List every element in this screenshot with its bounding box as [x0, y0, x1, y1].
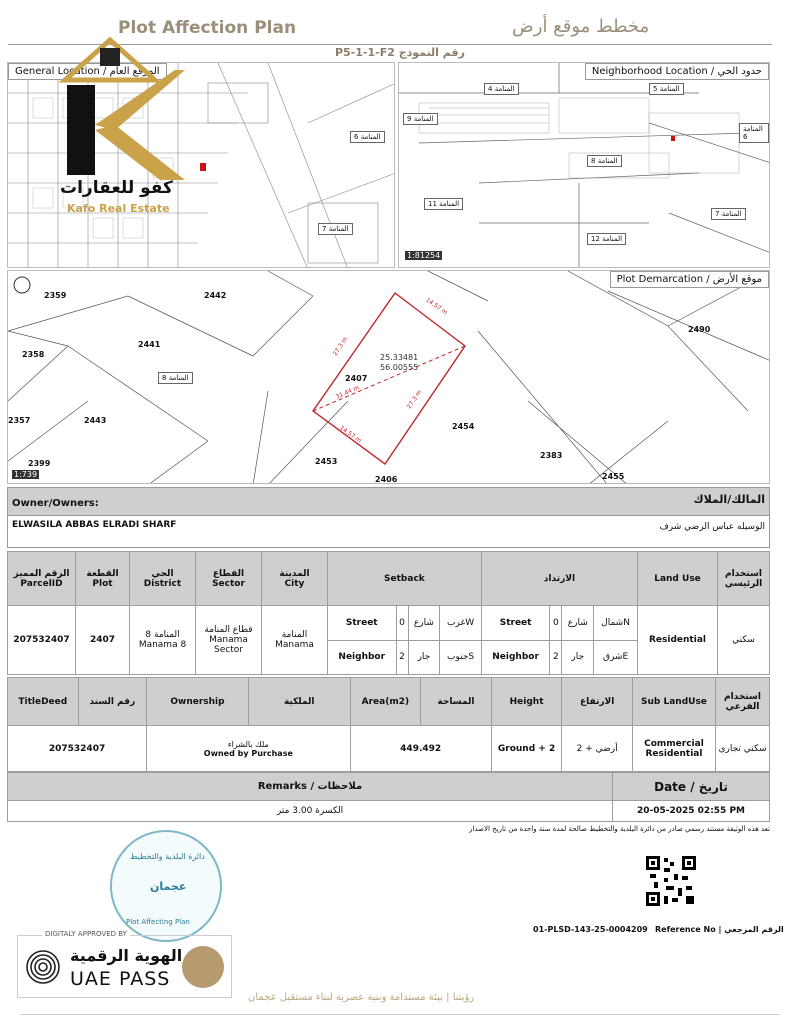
- parcel-boundaries: [8, 271, 770, 484]
- setback-cell: جنوبS: [440, 640, 482, 675]
- ownership-header-ar: الملكية: [248, 678, 350, 726]
- dimension-label: 14.57 m: [424, 296, 449, 317]
- setback-cell: Neighbor: [328, 640, 397, 675]
- height-value: Ground + 2: [491, 726, 562, 772]
- footer-divider: [20, 1014, 780, 1015]
- setback-cell: شارع: [562, 606, 594, 641]
- plot-demarcation-label: Plot Demarcation / موقع الأرض: [610, 271, 769, 288]
- parcel-info-table: [7, 551, 770, 675]
- district-boundaries: [399, 63, 770, 268]
- header-ar: الحي: [151, 568, 174, 579]
- uae-pass-en: UAE PASS: [70, 968, 171, 990]
- owner-name-en: ELWASILA ABBAS ELRADI SHARF: [12, 520, 177, 530]
- owner-label-ar: المالك/الملاك: [693, 493, 765, 506]
- uae-pass-badge: [17, 930, 232, 998]
- logo-k-icon: [55, 30, 190, 180]
- plot-longitude: 56.00555: [380, 363, 419, 372]
- official-stamp: [110, 830, 222, 942]
- header-en: District: [143, 578, 182, 589]
- value-ar: المنامة 8: [145, 630, 180, 640]
- setback-cell: شرقE: [594, 640, 638, 675]
- parcel-number: 2442: [204, 291, 227, 300]
- kafo-logo: [55, 30, 190, 215]
- titledeed-header-ar: رقم السند: [78, 678, 147, 726]
- validity-note: تعد هذه الوثيقة مستند رسمي صادر من دائرة البلدية والتخطيط صالحة لمدة سنة واحدة من تاريخ الاصدار: [469, 825, 770, 833]
- uae-pass-ar: الهوية الرقمية: [70, 946, 183, 965]
- zone-label: المنامة 6: [350, 131, 385, 143]
- parcel-number: 2453: [315, 457, 338, 466]
- city-header: [262, 552, 328, 606]
- form-number: P5-1-1-F2 رقم النموذج: [335, 46, 465, 59]
- landuse-header: Land Use: [638, 552, 718, 606]
- header-ar: المدينة: [279, 568, 310, 579]
- scale-label: 1:739: [14, 470, 38, 479]
- plot-header: [76, 552, 130, 606]
- parcel-number: 2441: [138, 340, 161, 349]
- vision-footer: رؤيتنا | بيئة مستدامة وبنية عصرية لبناء مستقبل عجمان: [248, 992, 475, 1003]
- logo-name-ar: كفو للعقارات: [60, 178, 173, 198]
- value-en: Manama: [275, 640, 314, 650]
- remarks-value: الكسرة 3.00 متر: [8, 801, 613, 822]
- height-header: Height: [491, 678, 562, 726]
- logo-name-en: Kafo Real Estate: [67, 202, 170, 215]
- ownership-table: [7, 677, 770, 772]
- parcel-number: 2455: [602, 472, 625, 481]
- plot-marker: [671, 136, 675, 141]
- setback-cell: شمالN: [594, 606, 638, 641]
- date-header: Date / تاريخ: [613, 773, 770, 801]
- zone-label: المنامة 12: [587, 233, 626, 245]
- digitally-approved-label: DIGITALY APPROVED BY: [42, 930, 130, 938]
- sub-landuse-header: Sub LandUse: [632, 678, 715, 726]
- title-ar: مخطط موقع أرض: [512, 16, 650, 37]
- plot-value: 2407: [76, 606, 130, 675]
- value-ar: قطاع المنامة: [204, 625, 253, 635]
- zone-label: المنامة 6: [739, 123, 769, 143]
- zone-label: المنامة 4: [484, 83, 519, 95]
- parcel-number: 2490: [688, 325, 711, 334]
- titledeed-header: TitleDeed: [8, 678, 79, 726]
- district-value: [130, 606, 196, 675]
- sector-header: [196, 552, 262, 606]
- landuse-value-ar: سكني: [718, 606, 770, 675]
- stamp-top-text: دائرة البلدية والتخطيط: [130, 852, 205, 861]
- sub-landuse-header-ar: استخدام الفرعي: [716, 678, 770, 726]
- landuse-value: Residential: [638, 606, 718, 675]
- zone-label: المنامة 8: [587, 155, 622, 167]
- owner-name-ar: الوسيله عباس الرضي شرف: [659, 522, 765, 532]
- remarks-table: [7, 772, 770, 822]
- header-ar: القطعة: [86, 568, 119, 579]
- parcel-number: 2383: [540, 451, 563, 460]
- parcel-number: 2399: [28, 459, 51, 468]
- district-header: [130, 552, 196, 606]
- reference-number: 01-PLSD-143-25-0004209: [533, 925, 648, 934]
- ownership-value: [147, 726, 350, 772]
- parcel-number: 2357: [8, 416, 31, 425]
- value-en: Manama 8: [138, 640, 187, 650]
- ownership-header: Ownership: [147, 678, 249, 726]
- setback-cell: شارع: [408, 606, 440, 641]
- setback-cell: Street: [481, 606, 550, 641]
- height-header-ar: الارتفاع: [562, 678, 633, 726]
- neighborhood-map-svg: [399, 63, 770, 268]
- city-value: [262, 606, 328, 675]
- plot-latitude: 25.33481: [380, 353, 419, 362]
- setback-cell: 2: [550, 640, 562, 675]
- scale-label: 1:81254: [407, 251, 441, 260]
- zone-label: المنامة 5: [649, 83, 684, 95]
- owner-label-en: Owner/Owners:: [12, 498, 99, 509]
- plot-demarcation-map: [7, 270, 770, 484]
- zone-label: المنامة 7: [711, 208, 746, 220]
- header-en: Plot: [92, 578, 113, 589]
- height-value-ar: أرضي + 2: [562, 726, 633, 772]
- plot-marker: [200, 163, 206, 171]
- header-en: Sector: [212, 578, 245, 589]
- stamp-bottom-text: Plot Affecting Plan: [126, 918, 190, 926]
- value-en: Owned by Purchase: [203, 748, 293, 758]
- demarcation-map-svg: [8, 271, 770, 484]
- area-header-ar: المساحة: [421, 678, 492, 726]
- setback-cell: جار: [562, 640, 594, 675]
- parcel-number: 2358: [22, 350, 45, 359]
- parcel-number: 2443: [84, 416, 107, 425]
- header-ar: الرقم المميز: [13, 568, 70, 579]
- plot-boundary: [313, 293, 465, 464]
- neighborhood-location-map: [398, 62, 770, 268]
- setback-cell: غربW: [440, 606, 482, 641]
- stamp-city: عجمان: [150, 880, 187, 893]
- titledeed-value: 207532407: [8, 726, 147, 772]
- title-en: Plot Affection Plan: [118, 18, 297, 38]
- dimension-label: 14.57 m: [338, 424, 363, 445]
- qr-code-icon: [646, 856, 696, 906]
- parcel-number: 2406: [375, 475, 398, 484]
- area-value: 449.492: [350, 726, 491, 772]
- value-ar: المنامة: [281, 630, 308, 640]
- fingerprint-icon: [26, 950, 60, 984]
- north-arrow-icon: [14, 277, 30, 293]
- dimension-label: 27.3 m: [331, 335, 350, 358]
- owner-name-row: [7, 516, 770, 548]
- area-header: Area(m2): [350, 678, 421, 726]
- sub-landuse-value-ar: سكني تجاري: [716, 726, 770, 772]
- setback-cell: Neighbor: [481, 640, 550, 675]
- parcel-number: 2359: [44, 291, 67, 300]
- dimension-label: 31.44 m: [334, 384, 361, 401]
- zone-label: المنامة 9: [403, 113, 438, 125]
- setback-cell: جار: [408, 640, 440, 675]
- value-ar: ملك بالشراء: [227, 739, 269, 749]
- sector-value: [196, 606, 262, 675]
- emblem-icon: [182, 946, 224, 988]
- zone-label: المنامة 8: [158, 372, 193, 384]
- parcel-number-subject: 2407: [345, 374, 368, 383]
- setback-cell: Street: [328, 606, 397, 641]
- remarks-header: Remarks / ملاحظات: [8, 773, 613, 801]
- header-ar: القطاع: [212, 568, 245, 579]
- zone-label: المنامة 11: [424, 198, 463, 210]
- header-en: City: [284, 578, 305, 589]
- setback-header-ar: الارتداد: [481, 552, 637, 606]
- owner-header-bar: [7, 487, 770, 516]
- sub-landuse-value: Commercial Residential: [632, 726, 715, 772]
- date-value: 20-05-2025 02:55 PM: [613, 801, 770, 822]
- setback-cell: 0: [396, 606, 408, 641]
- setback-header: Setback: [328, 552, 482, 606]
- header-en: ParcelID: [20, 578, 63, 589]
- general-location-label: General Location / الموقع العام: [8, 63, 167, 80]
- parcel-id-header: [8, 552, 76, 606]
- neighborhood-location-label: Neighborhood Location / حدود الحي: [585, 63, 769, 80]
- landuse-header-ar: استخدام الرئيسي: [718, 552, 770, 606]
- setback-cell: 0: [550, 606, 562, 641]
- value-en: Manama Sector: [209, 635, 248, 655]
- parcel-number: 2454: [452, 422, 475, 431]
- reference-label: Reference No | الرقم المرجعي: [655, 925, 784, 934]
- parcel-id-value: 207532407: [8, 606, 76, 675]
- setback-cell: 2: [396, 640, 408, 675]
- dimension-label: 27.3 m: [405, 388, 424, 411]
- zone-label: المنامة 7: [318, 223, 353, 235]
- qr-code: [646, 856, 696, 906]
